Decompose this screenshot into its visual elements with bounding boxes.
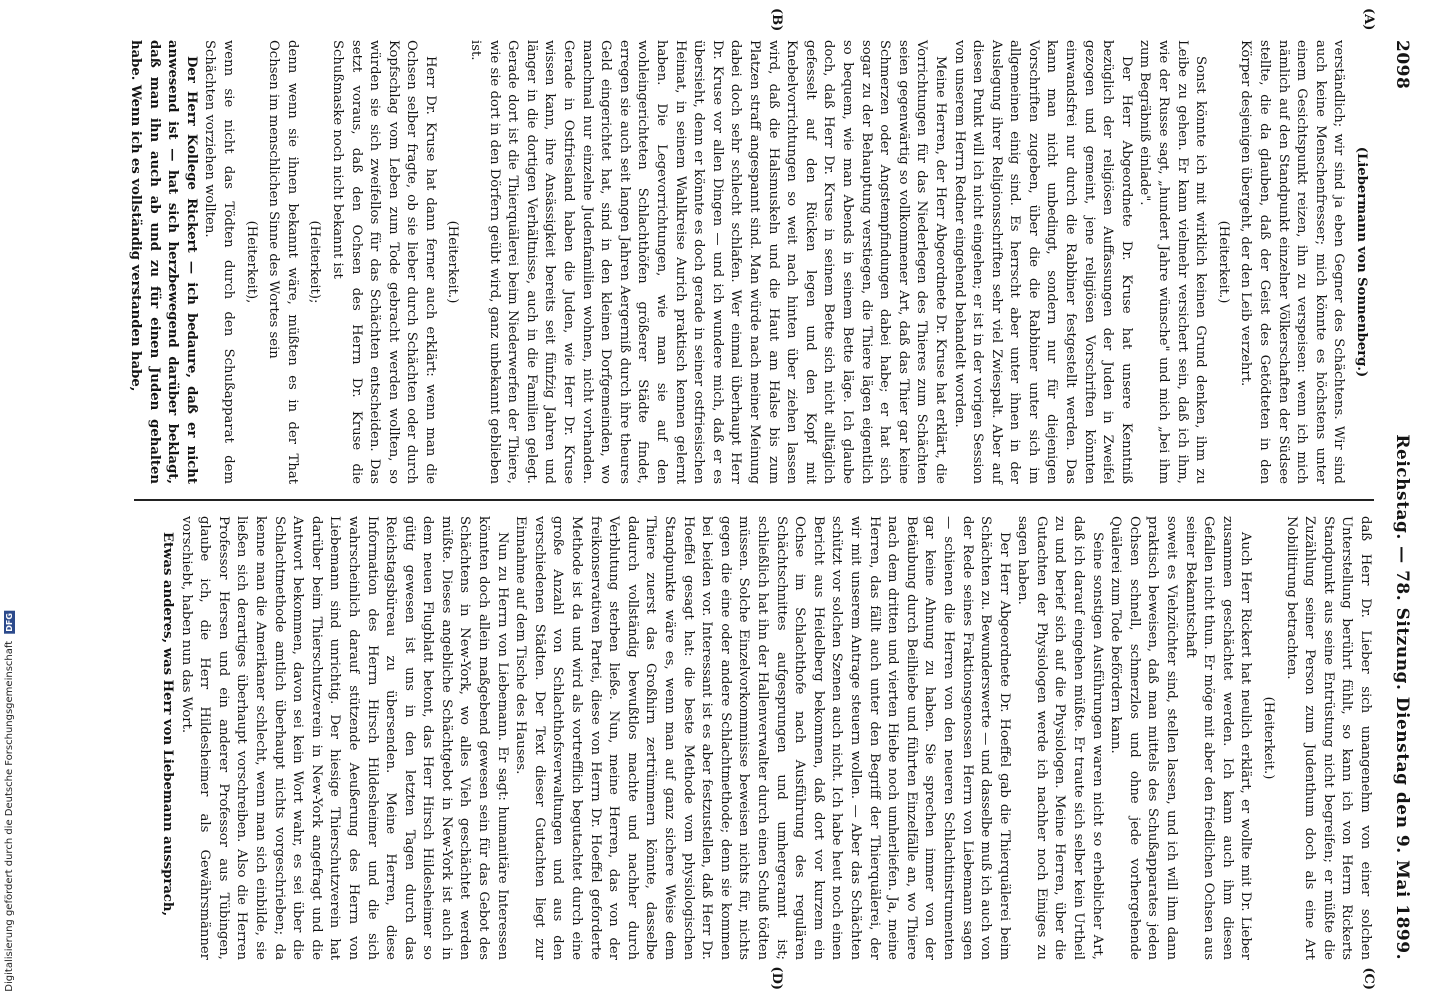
paragraph: Herr Dr. Kruse hat dann ferner auch erklärt: wenn man die Ochsen selber fragte, ob sie lieber durch Schächten oder durch Kopfschlag vom Leben zum Tode gebracht werden wollten, so würden sie sich zweifellos für das Schächten entscheiden. Das setzt voraus, daß den Ochsen des Herrn Dr. Kruse die Schußmaske noch nicht bekannt ist	[329, 40, 438, 484]
paragraph: Auch Herr Rickert hat neulich erklärt, er wollte mit Dr. Lieber zusammen geschächtet werden. Ich kann auch ihm diesen Gefallen nicht thun. Er möge mit aber den friedlichen Ochsen aus seiner Bekanntschaft	[1182, 516, 1254, 960]
paragraph: Meine Herren, der Herr Abgeordnete Dr. Kruse hat erklärt, die Vorrichtungen für das Niederlegen des Thieres zum Schächten seien gegenwärtig so vollkommener Art, daß das Thier gar keine Schmerzen oder Angstempfindungen dabei habe; er hat sich sogar zu der Behauptung verstiegen, die Thiere lägen eigentlich so bequem, wie man Abends in seinem Bette läge. Ich glaube doch, daß Herr Dr. Kruse in seinem Bette sich nicht alltäglich gefesselt auf den Rücken legen und den Kopf mit Knebelvorrichtungen so weit nach hinten über ziehen lassen wird, daß die Halsmuskeln und die Haut am Halse bis zum Platzen straff angespannt sind. Man würde nach meiner Meinung dabei doch sehr schlecht schlafen. Wer einmal überhaupt Herr Dr. Kruse vor allen Dingen — und ich wundere mich, daß er es übersieht, denn er könnte es doch gerade in seiner ostfriesischen Heimat, in seinem Wahlkreise Aurich praktisch kennen gelernt haben. Die Legevorrichtungen, wie man sie auf den wohleingerichteten Schlachthöfen größerer Städte findet, erregen sie auch seit langen Jahren Aergerniß durch ihre theures Geld eingerichtet hat, sind in den kleinen Dorfgemeinden, wo manchmal nur einzelne Judenfamilien wohnen, nicht vorhanden. Gerade in Ostfriesland haben die Juden, wie Herr Dr. Kruse wissen kann, ihre Ansässigkeit bereits seit fünfzig Jahren und länger in die dortigen Verhältnisse, auch in die Familien gelegt. Gerade dort ist die Thierquälerei beim Niederwerfen der Thiere, wie sie dort in den Dörfern geübt wird, ganz unbekannt geblieben ist.	[468, 40, 948, 484]
paragraph: daß Herr Dr. Lieber sich unangenehm von einer solchen Unterstellung berührt fühlt, so kann ich von Herrn Rickerts Standpunkt aus seine Entrüstung nicht begreifen; er müßte die Zuzählung seiner Person zum Judenthum doch als eine Art Nobilitirung betrachten.	[1283, 516, 1373, 960]
text-columns	[125, 40, 1374, 960]
left-column	[125, 40, 1374, 484]
digitization-credit	[4, 611, 15, 992]
paragraph: Der Herr Abgeordnete Dr. Kruse hat unsere Kenntniß bezüglich der religiösen Auffassungen der Juden in Zweifel gezogen und gemeint, jene religiösen Vorschriften könnten einwandsfrei nur durch die Rabbiner festgestellt werden. Das kann man nicht unbedingt, sondern nur für diejenigen Vorschriften zugeben, über die die Rabbiner unter sich im allgemeinen einig sind. Es herrscht aber unter ihnen in der Auslegung ihrer Religionsschriften sehr viel Zwiespalt. Aber auf diesen Punkt will ich nicht eingehen; er ist in der vorigen Session von unserem Herrn Redner eingehend behandelt worden.	[951, 40, 1134, 484]
paragraph: Seine sonstigen Ausführungen waren nicht so erheblicher Art, daß ich darauf eingehen müßte. Er traute sich selber kein Urtheil zu und berief sich auf die Physiologen. Meine Herren, über die Gutachten der Physiologen werde ich nachher noch Einiges zu sagen haben.	[1015, 516, 1105, 960]
paragraph: Der Herr Abgeordnete Dr. Hoeffel gab die Thierquälerei beim Schächten zu. Bewunderswerte — und dasselbe muß ich auch von der Rede seines Fraktionsgenossen Herrn von Liebemann sagen — schienen die Herren von den neueren Schlachtinstrumenten gar keine Ahnung zu haben. Sie sprechen immer von der Betäubung durch Beilhiebe und führten Einzelfälle an, wo Thiere nach dem dritten und vierten Hiebe noch umherliefen. Ja, meine Herren, das fällt auch unter den Begriff der Thierquälerei, der wir mit unserem Antrage steuern wollen. — Aber das Schächten schützt vor solchen Szenen auch nicht. Ich habe heut noch einen Bericht aus Heidelberg bekommen, daß dort vor kurzem ein Ochse im Schlachthofe nach Ausführung des regulären Schächtschnittes aufgesprungen und umhergerannt ist; schließlich hat ihn der Hallenverwalter durch einen Schuß tödten müssen. Solche Einzelvorkommnisse beweisen nichts für, nichts gegen die eine oder andere Schlachtmethode; denn sie kommen bei beiden vor. Interessant ist es aber festzustellen, daß Herr Dr. Hoeffel gesagt hat: die beste Methode vom physiologischen Standpunkte wäre es, wenn man auf ganz sichere Weise dem Thiere zuerst das Großhirn zertrümmern könnte, dasselbe dadurch vollständig bewußtlos machte und nachher durch Verblutung sterben ließe. Nun, meine Herren, das von der freikonservativen Partei, diese von Herrn Dr. Hoeffel geforderte Methode ist da und wird als vortrefflich begutachtet durch eine große Anzahl von Schlachthofsverwaltungen und aus den verschiedenen Städten. Der Text dieser Gutachten liegt zur Einnahme auf dem Tische des Hauses.	[513, 516, 1012, 960]
dfg-logo: DFG	[5, 613, 14, 632]
interjection: (Heiterkeit),	[243, 220, 259, 304]
column-divider	[134, 499, 1374, 501]
margin-marker-c: (C)	[1361, 967, 1376, 990]
paragraph: verständlich; wir sind ja eben Gegner des Schächtens. Wir sind auch keine Menschenfresser; mich könnte es höchstens unter einem Gesichtspunkt reizen, ihn zu verspeisen: wenn ich mich nämlich auf den Standpunkt einzelner Völkerschaften der Südsee stellte, die da glauben, daß der Geist des Getödteten in den Körper desjenigen übergeht, der den Leib verzehrt.	[1238, 40, 1347, 484]
interjection: (Heiterkeit.)	[1215, 220, 1231, 304]
page-header	[1382, 40, 1412, 960]
paragraph: denn wenn sie ihnen bekannt wäre, müßten es in der That Ochsen im menschlichen Sinne des Wortes sein	[266, 40, 300, 484]
paragraph: Nun zu Herrn von Liebemann. Er sagt: humanitäre Interessen könnten doch allein maßgebend gewesen sein für das Gebot des Schächtens in New-York, wo alles Vieh geschächtet werden müßte. Dieses angebliche Schächtgebot in New-York ist auch in dem neuen Flugblatt betont, das Herr Hirsch Hildesheimer so gütig gewesen ist uns in den letzten Tagen durch das Reichstagsbüreau zu übersenden. Meine Herren, diese Information des Herrn Hirsch Hildesheimer und die sich wahrscheinlich darauf stützende Aeußerung des Herrn von Liebemann sind unrichtig. Der hiesige Thierschutzverein hat darüber beim Thierschutzverein in New-York angefragt und die Antwort bekommen, davon sei kein Wort wahr, es sei über die Schlachtmethode amtlich überhaupt nichts vorgeschrieben; da kenne man die Amerikaner schlecht, wenn man sich einbilde, sie ließen sich derartiges überhaupt vorschreiben. Also die Herren Professor Hersen und ein anderer Professor aus Tübingen, glaube ich, die Herr Hildesheimer als Gewährsmänner vorschiebt, haben nun das Wort.	[178, 516, 510, 960]
interjection: (Heiterkeit);	[307, 220, 323, 304]
right-column	[125, 516, 1374, 960]
credit-text: Digitalisierung gefördert durch die Deutsche Forschungsgemeinschaft	[4, 641, 15, 992]
paragraph: wenn sie nicht das Tödten durch den Schußapparat dem Schächten vorziehen wollten.	[202, 40, 236, 484]
page-title: Reichstag. — 78. Sitzung. Dienstag den 9. Mai 1899.	[1392, 434, 1412, 960]
paragraph: soweit es Viehzüchter sind, stellen lassen, und ich will ihm dann praktisch beweisen, daß man mittels des Schußapparates jeden Ochsen schnell, schmerzlos und ohne jede vorhergehende Quälerei zum Tode befördern kann.	[1108, 516, 1180, 960]
margin-marker-d: (D)	[769, 966, 784, 990]
paragraph: Etwas anderes, was Herr von Liebemann aussprach,	[160, 532, 175, 917]
margin-marker-b: (B)	[769, 8, 784, 32]
margin-marker-a: (A)	[1361, 8, 1376, 31]
paragraph: Sonst könnte ich mit wirklich keinen Grund denken, ihm zu Leibe zu gehen. Er kann vielmehr versichert sein, daß ich ihm, wie der Russe sagt, „hundert Jahre wünsche" und mich „bei ihm zum Begräbniß einlade".	[1137, 40, 1209, 484]
paragraph: Der Herr Kollege Rickert — ich bedaure, daß er nicht anwesend ist — hat sich herzbewegend darüber beklagt, daß man ihn auch ab und zu für einen Juden gehalten habe. Wenn ich es vollständig verstanden habe,	[128, 40, 199, 484]
interjection: (Heiterkeit.)	[445, 220, 461, 304]
interjection: (Heiterkeit.)	[1261, 696, 1277, 780]
page-number: 2098	[1392, 40, 1412, 90]
speaker-name: (Liebermann von Sonnenberg.)	[1354, 146, 1369, 378]
